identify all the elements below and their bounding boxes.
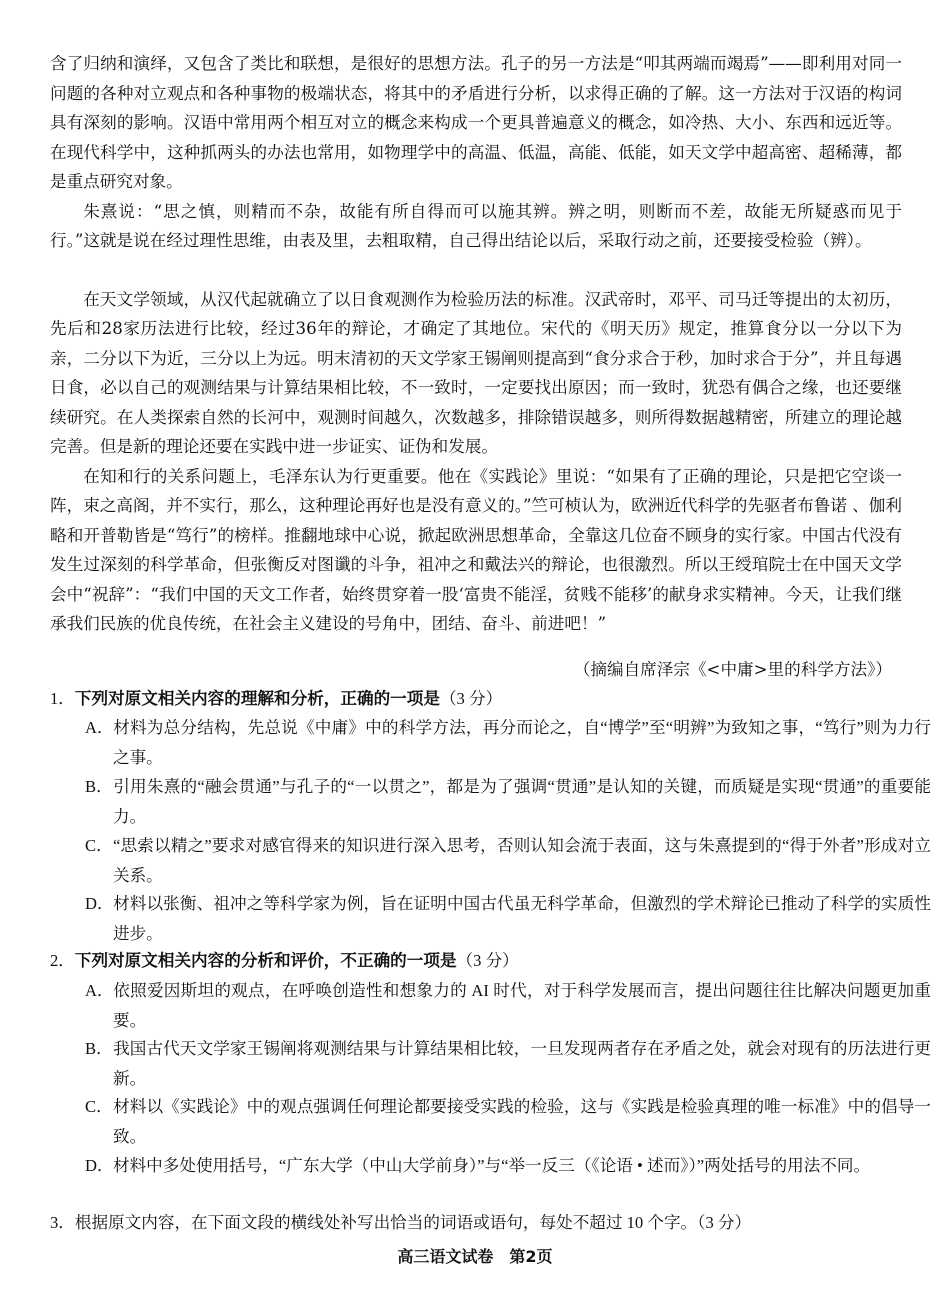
question-1-option-c — [85, 831, 931, 890]
question-3-text: 根据原文内容，在下面文段的横线处补写出恰当的词语或语句，每处不超过 10 个字。（3 分） — [74, 1213, 752, 1232]
question-1-number: 1． — [50, 689, 75, 708]
option-letter: D． — [85, 1156, 114, 1175]
question-3-number: 3． — [50, 1213, 75, 1232]
passage-paragraph-2: 朱熹说：“思之慎，则精而不杂，故能有所自得而可以施其辨。辨之明，则断而不差，故能无所疑惑而见于行。”这就是说在经过理性思维，由表及里，去粗取精，自己得出结论以后，采取行动之前，还要接受检验（辨）。 — [50, 201, 902, 250]
option-text: 材料以《实践论》中的观点强调任何理论都要接受实践的检验，这与《实践是检验真理的唯一标准》中的倡导一致。 — [113, 1097, 931, 1146]
option-text: 我国古代天文学家王锡阐将观测结果与计算结果相比较，一旦发现两者存在矛盾之处，就会对现有的历法进行更新。 — [113, 1039, 931, 1088]
option-letter: A． — [85, 981, 114, 1000]
question-2-option-a — [85, 976, 931, 1035]
question-1-option-a — [85, 713, 931, 772]
option-text: 材料为总分结构，先总说《中庸》中的科学方法，再分而论之，自“博学”至“明辨”为致知之事，“笃行”则为力行之事。 — [113, 718, 931, 767]
question-1-score: （3 分） — [439, 689, 503, 708]
question-2-option-c — [85, 1092, 931, 1151]
question-2-stem — [50, 946, 902, 976]
question-2-option-d — [85, 1151, 931, 1181]
passage-paragraph-4: 在知和行的关系问题上，毛泽东认为行更重要。他在《实践论》里说：“如果有了正确的理论，只是把它空谈一阵，束之高阁，并不实行，那么，这种理论再好也是没有意义的。”竺可桢认为，欧洲近代科学的先驱者布鲁诺 、伽利略和开普勒皆是“笃行”的榜样。推翻地球中心说，掀起欧洲思想革命，全靠这几位奋不顾身的实行家。中国古代没有发生过深刻的科学革命，但张衡反对图谶的斗争，祖冲之和戴法兴的辩论，也很激烈。所以王绶琯院士在中国天文学会中“祝辞”：“我们中国的天文工作者，始终贯穿着一股‘富贵不能淫，贫贱不能移’的献身求实精神。今天，让我们继承我们民族的优良传统，在社会主义建设的号角中，团结、奋斗、前进吧！” — [50, 466, 902, 633]
question-1-option-b — [85, 772, 931, 831]
source-citation: （摘编自席泽宗《<中庸>里的科学方法》） — [573, 660, 892, 679]
question-1-stem — [50, 684, 902, 714]
question-1-option-d — [85, 889, 931, 948]
question-2-option-b — [85, 1034, 931, 1093]
question-1-text: 下列对原文相关内容的理解和分析，正确的一项是 — [74, 689, 440, 708]
option-letter: B． — [85, 777, 113, 796]
question-3-stem — [50, 1208, 902, 1238]
option-text: 材料中多处使用括号，“广东大学（中山大学前身）”与“举一反三（《论语 • 述而》）”两处括号的用法不同。 — [113, 1156, 871, 1175]
page-footer: 高三语文试卷 第2页 — [397, 1247, 553, 1266]
option-text: “思索以精之”要求对感官得来的知识进行深入思考，否则认知会流于表面，这与朱熹提到的“得于外者”形成对立关系。 — [113, 836, 931, 885]
option-letter: C． — [85, 836, 113, 855]
option-text: 材料以张衡、祖冲之等科学家为例，旨在证明中国古代虽无科学革命，但激烈的学术辩论已推动了科学的实质性进步。 — [113, 894, 931, 943]
option-letter: C． — [85, 1097, 113, 1116]
option-letter: A． — [85, 718, 114, 737]
option-letter: B． — [85, 1039, 113, 1058]
option-letter: D． — [85, 894, 114, 913]
passage-paragraph-1: 含了归纳和演绎，又包含了类比和联想，是很好的思想方法。孔子的另一方法是“叩其两端而竭焉”——即利用对同一问题的各种对立观点和各种事物的极端状态，将其中的矛盾进行分析，以求得正确的了解。这一方法对于汉语的构词具有深刻的影响。汉语中常用两个相互对立的概念来构成一个更具普遍意义的概念，如冷热、大小、东西和远近等。在现代科学中，这种抓两头的办法也常用，如物理学中的高温、低温，高能、低能，如天文学中超高密、超稀薄，都是重点研究对象。 — [50, 54, 902, 191]
option-text: 引用朱熹的“融会贯通”与孔子的“一以贯之”，都是为了强调“贯通”是认知的关键，而质疑是实现“贯通”的重要能力。 — [113, 777, 931, 826]
question-2-number: 2． — [50, 951, 75, 970]
question-2-text: 下列对原文相关内容的分析和评价，不正确的一项是 — [74, 951, 457, 970]
option-text: 依照爱因斯坦的观点，在呼唤创造性和想象力的 AI 时代，对于科学发展而言，提出问题往往比解决问题更加重要。 — [113, 981, 931, 1030]
passage-paragraph-3: 在天文学领域，从汉代起就确立了以日食观测作为检验历法的标准。汉武帝时，邓平、司马迁等提出的太初历，先后和28家历法进行比较，经过36年的辩论，才确定了其地位。宋代的《明天历》规定，推算食分以一分以下为亲，二分以下为近，三分以上为远。明末清初的天文学家王锡阐则提高到“食分求合于秒，加时求合于分”，并且每遇日食，必以自己的观测结果与计算结果相比较，不一致时，一定要找出原因；而一致时，犹恐有偶合之缘，也还要继续研究。在人类探索自然的长河中，观测时间越久，次数越多，排除错误越多，则所得数据越精密，所建立的理论越完善。但是新的理论还要在实践中进一步证实、证伪和发展。 — [50, 289, 902, 456]
question-2-score: （3 分） — [456, 951, 519, 970]
